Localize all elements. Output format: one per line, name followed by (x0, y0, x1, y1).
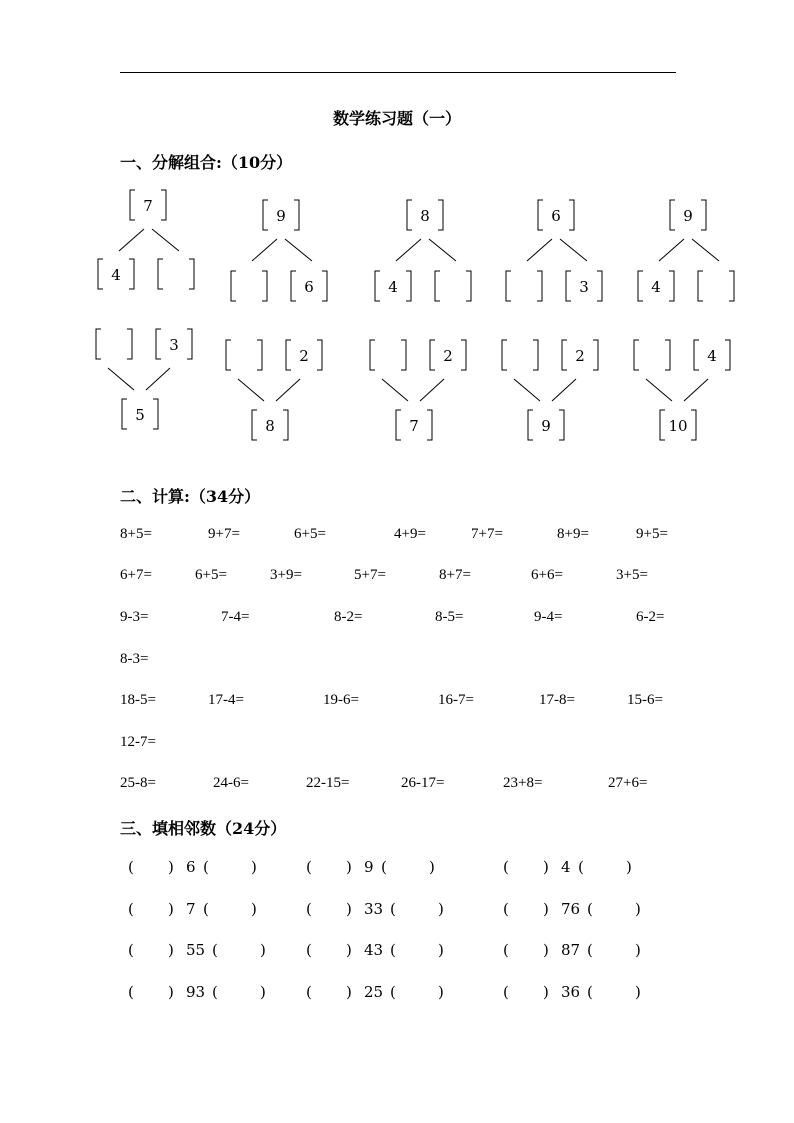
given-number: 87 (561, 941, 581, 959)
calc-problem: 7+7= (471, 526, 503, 542)
split-4-left-line (527, 239, 552, 261)
neighbor-row (0, 858, 794, 882)
right-blank-open-paren: ( (390, 900, 396, 918)
split-3-right-line (429, 239, 456, 261)
calc-problem: 6+5= (195, 567, 227, 583)
left-blank-open-paren: ( (128, 858, 134, 876)
decomposition-diagrams (0, 0, 794, 460)
given-number: 7 (186, 900, 196, 918)
given-number: 4 (561, 858, 571, 876)
split-3-right-box-brackets (435, 271, 471, 301)
split-4-left-box-brackets (506, 271, 542, 301)
split-1-left-line (119, 229, 144, 251)
left-blank-open-paren: ( (503, 983, 509, 1001)
left-blank-open-paren: ( (128, 941, 134, 959)
combine-5-right-line (684, 379, 708, 401)
left-blank-close-paren: ) (543, 983, 549, 1001)
right-blank-close-paren: ) (626, 858, 632, 876)
calc-problem: 6-2= (636, 609, 665, 625)
left-blank-open-paren: ( (306, 900, 312, 918)
given-number: 43 (364, 941, 384, 959)
combine-2-right-line (276, 379, 300, 401)
right-blank-open-paren: ( (203, 900, 209, 918)
combine-4-left-line (514, 379, 540, 401)
calc-problem: 18-5= (120, 692, 156, 708)
calc-problem: 8-3= (120, 651, 149, 667)
combine-5-left-line (646, 379, 672, 401)
split-3-left-line (396, 239, 421, 261)
right-blank-close-paren: ) (260, 983, 266, 1001)
calc-problem: 7-4= (221, 609, 250, 625)
calc-problem: 6+5= (294, 526, 326, 542)
given-number: 93 (186, 983, 206, 1001)
split-4-right-box-number: 3 (579, 278, 589, 296)
neighbor-row (0, 983, 794, 1007)
split-5-right-line (692, 239, 719, 261)
calc-problem: 3+9= (270, 567, 302, 583)
combine-3-left-box-brackets (370, 340, 406, 370)
calc-row (0, 775, 794, 799)
right-blank-open-paren: ( (381, 858, 387, 876)
split-1-left-box-number: 4 (111, 266, 121, 284)
right-blank-open-paren: ( (587, 941, 593, 959)
page-title: 数学练习题（一） (332, 109, 461, 128)
left-blank-close-paren: ) (168, 983, 174, 1001)
given-number: 6 (186, 858, 196, 876)
calc-problem: 4+9= (394, 526, 426, 542)
calc-problem: 17-8= (539, 692, 575, 708)
combine-3-right-box-number: 2 (443, 347, 453, 365)
split-5-left-box-number: 4 (651, 278, 661, 296)
right-blank-close-paren: ) (438, 983, 444, 1001)
right-blank-open-paren: ( (212, 941, 218, 959)
right-blank-close-paren: ) (438, 900, 444, 918)
split-2-right-box-number: 6 (304, 278, 314, 296)
split-5-left-line (659, 239, 684, 261)
combine-1-left-line (108, 368, 134, 390)
calc-problem: 15-6= (627, 692, 663, 708)
calc-row (0, 567, 794, 591)
left-blank-close-paren: ) (168, 941, 174, 959)
split-4-top-box-number: 6 (551, 207, 561, 225)
calc-problem: 8+9= (557, 526, 589, 542)
split-1-top-box-number: 7 (143, 197, 153, 215)
calc-problem: 27+6= (608, 775, 648, 791)
right-blank-open-paren: ( (203, 858, 209, 876)
calc-row (0, 734, 794, 758)
split-3-top-box-number: 8 (420, 207, 430, 225)
calc-problem: 19-6= (323, 692, 359, 708)
left-blank-close-paren: ) (168, 858, 174, 876)
right-blank-close-paren: ) (635, 983, 641, 1001)
left-blank-open-paren: ( (306, 858, 312, 876)
right-blank-close-paren: ) (429, 858, 435, 876)
calc-problem: 12-7= (120, 734, 156, 750)
combine-3-left-line (382, 379, 408, 401)
left-blank-open-paren: ( (503, 900, 509, 918)
right-blank-open-paren: ( (587, 983, 593, 1001)
split-1-right-line (152, 229, 179, 251)
combine-1-bottom-box-number: 5 (135, 406, 145, 424)
calc-problem: 9+5= (636, 526, 668, 542)
left-blank-open-paren: ( (503, 858, 509, 876)
given-number: 36 (561, 983, 581, 1001)
calc-problem: 3+5= (616, 567, 648, 583)
section-calculation-heading: 二、计算:（34分） (120, 487, 261, 506)
calc-problem: 6+6= (531, 567, 563, 583)
right-blank-close-paren: ) (438, 941, 444, 959)
neighbor-row (0, 941, 794, 965)
calc-row (0, 651, 794, 675)
split-5-top-box-number: 9 (683, 207, 693, 225)
split-3-left-box-number: 4 (388, 278, 398, 296)
calc-problem: 23+8= (503, 775, 543, 791)
left-blank-open-paren: ( (128, 983, 134, 1001)
given-number: 9 (364, 858, 374, 876)
combine-5-left-box-brackets (634, 340, 670, 370)
combine-2-bottom-box-number: 8 (265, 417, 275, 435)
split-2-left-line (252, 239, 277, 261)
left-blank-open-paren: ( (128, 900, 134, 918)
combine-2-right-box-number: 2 (299, 347, 309, 365)
given-number: 76 (561, 900, 581, 918)
calc-problem: 6+7= (120, 567, 152, 583)
split-2-top-box-number: 9 (276, 207, 286, 225)
calc-problem: 8+7= (439, 567, 471, 583)
right-blank-close-paren: ) (635, 900, 641, 918)
combine-4-left-box-brackets (502, 340, 538, 370)
combine-4-right-line (552, 379, 576, 401)
right-blank-open-paren: ( (390, 941, 396, 959)
calc-problem: 25-8= (120, 775, 156, 791)
left-blank-close-paren: ) (346, 900, 352, 918)
right-blank-close-paren: ) (260, 941, 266, 959)
combine-3-bottom-box-number: 7 (409, 417, 419, 435)
split-4-right-line (560, 239, 587, 261)
calc-row (0, 692, 794, 716)
calc-problem: 24-6= (213, 775, 249, 791)
right-blank-open-paren: ( (390, 983, 396, 1001)
combine-5-right-box-number: 4 (707, 347, 717, 365)
section-neighbor-heading: 三、填相邻数（24分） (120, 819, 287, 838)
given-number: 55 (186, 941, 206, 959)
split-1-right-box-brackets (158, 259, 194, 289)
split-5-right-box-brackets (698, 271, 734, 301)
calc-problem: 8-2= (334, 609, 363, 625)
left-blank-open-paren: ( (306, 983, 312, 1001)
calc-problem: 26-17= (401, 775, 445, 791)
left-blank-close-paren: ) (346, 941, 352, 959)
split-2-right-line (285, 239, 312, 261)
section-decomposition-heading: 一、分解组合:（10分） (120, 153, 293, 172)
right-blank-open-paren: ( (578, 858, 584, 876)
left-blank-close-paren: ) (346, 858, 352, 876)
calc-problem: 9-4= (534, 609, 563, 625)
left-blank-close-paren: ) (346, 983, 352, 1001)
combine-3-right-line (420, 379, 444, 401)
right-blank-close-paren: ) (251, 858, 257, 876)
combine-5-bottom-box-number: 10 (668, 417, 688, 435)
calc-problem: 9-3= (120, 609, 149, 625)
calc-row (0, 526, 794, 550)
calc-problem: 17-4= (208, 692, 244, 708)
right-blank-open-paren: ( (587, 900, 593, 918)
calc-problem: 9+7= (208, 526, 240, 542)
left-blank-open-paren: ( (503, 941, 509, 959)
neighbor-row (0, 900, 794, 924)
calc-problem: 8+5= (120, 526, 152, 542)
left-blank-close-paren: ) (543, 941, 549, 959)
calc-problem: 5+7= (354, 567, 386, 583)
combine-2-left-box-brackets (226, 340, 262, 370)
combine-1-right-line (146, 368, 170, 390)
combine-4-right-box-number: 2 (575, 347, 585, 365)
right-blank-close-paren: ) (635, 941, 641, 959)
left-blank-close-paren: ) (543, 858, 549, 876)
left-blank-open-paren: ( (306, 941, 312, 959)
calc-problem: 22-15= (306, 775, 350, 791)
combine-1-left-box-brackets (96, 329, 132, 359)
combine-4-bottom-box-number: 9 (541, 417, 551, 435)
left-blank-close-paren: ) (543, 900, 549, 918)
combine-1-right-box-number: 3 (169, 336, 179, 354)
calc-row (0, 609, 794, 633)
calc-problem: 16-7= (438, 692, 474, 708)
split-2-left-box-brackets (231, 271, 267, 301)
right-blank-open-paren: ( (212, 983, 218, 1001)
combine-2-left-line (238, 379, 264, 401)
calc-problem: 8-5= (435, 609, 464, 625)
right-blank-close-paren: ) (251, 900, 257, 918)
given-number: 25 (364, 983, 384, 1001)
left-blank-close-paren: ) (168, 900, 174, 918)
given-number: 33 (364, 900, 384, 918)
